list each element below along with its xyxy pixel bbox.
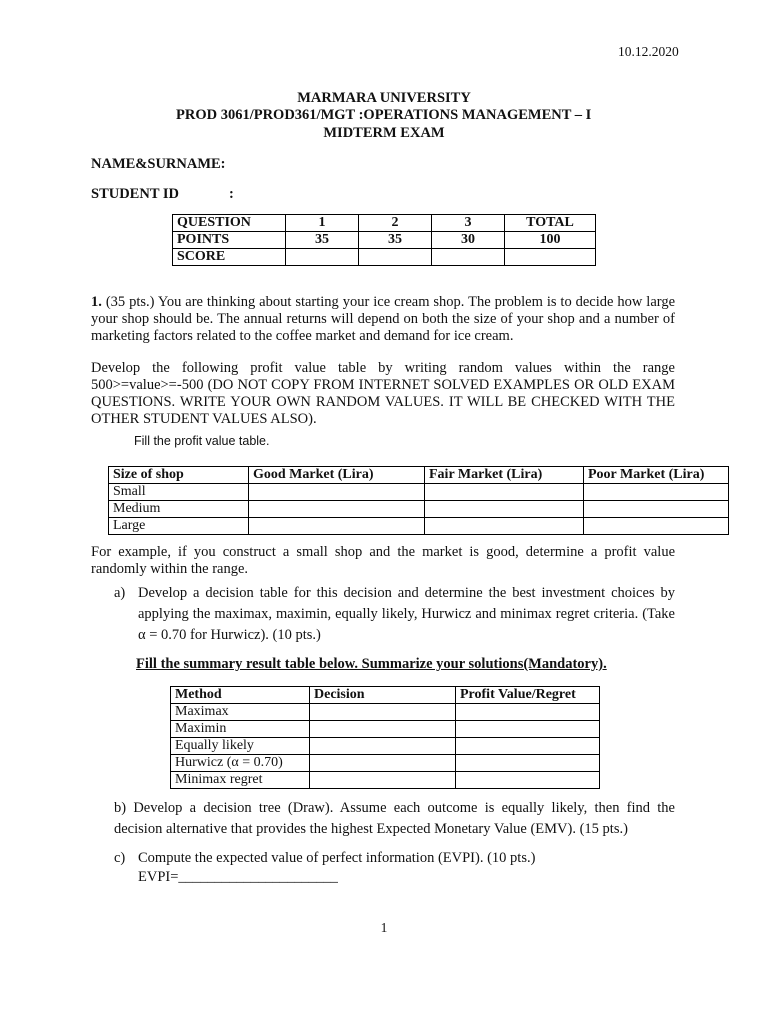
- decision-input-cell[interactable]: [310, 738, 456, 755]
- table-header-cell: Poor Market (Lira): [584, 467, 729, 484]
- table-cell: 1: [286, 215, 359, 232]
- evpi-answer-line[interactable]: EVPI=______________________: [138, 869, 338, 885]
- table-row: [171, 755, 600, 772]
- table-header-cell: Fair Market (Lira): [425, 467, 584, 484]
- table-cell: 35: [359, 232, 432, 249]
- value-input-cell[interactable]: [456, 721, 600, 738]
- part-c-label: c): [114, 850, 126, 866]
- value-input-cell[interactable]: [456, 704, 600, 721]
- question-1-instructions: Develop the following profit value table by writing random values within the range 500>=value>=-500 (DO NOT COPY FROM INTERNET SOLVED EXAMPLES OR OLD EXAM QUESTIONS. WRITE YOUR OWN RANDOM VALUES. IT WILL BE CHECKED WITH THE OTHER STUDENT VALUES ALSO).: [91, 360, 675, 427]
- university-title: MARMARA UNIVERSITY: [297, 90, 471, 106]
- table-cell: TOTAL: [505, 215, 596, 232]
- table-row: [173, 232, 596, 249]
- table-cell: Hurwicz (α = 0.70): [171, 755, 310, 772]
- decision-input-cell[interactable]: [310, 772, 456, 789]
- exam-date: 10.12.2020: [618, 44, 679, 59]
- question-1-intro-text: (35 pts.) You are thinking about starting your ice cream shop. The problem is to decide how large your shop should be. The annual returns will depend on both the size of your shop and a number of marketing factors related to the coffee market and demand for ice cream.: [91, 294, 676, 344]
- profit-input-cell[interactable]: [249, 484, 425, 501]
- part-b: b) Develop a decision tree (Draw). Assume each outcome is equally likely, then find the decision alternative that provides the highest Expected Monetary Value (EMV). (15 pts.): [114, 800, 675, 837]
- score-table: [172, 214, 596, 266]
- table-row: [171, 704, 600, 721]
- table-cell: QUESTION: [173, 215, 286, 232]
- decision-input-cell[interactable]: [310, 755, 456, 772]
- profit-input-cell[interactable]: [249, 501, 425, 518]
- part-a-text: Develop a decision table for this decision and determine the best investment choices by applying the maximax, maximin, equally likely, Hurwicz and minimax regret criteria. (Take α = 0.70 for Hurwicz). (10 pts.): [138, 585, 675, 643]
- table-row: [171, 738, 600, 755]
- question-1-intro: [91, 294, 675, 345]
- value-input-cell[interactable]: [456, 755, 600, 772]
- name-surname-label: NAME&SURNAME:: [91, 156, 226, 172]
- table-row: [171, 721, 600, 738]
- table-row: [171, 772, 600, 789]
- table-row: [173, 249, 596, 266]
- table-cell: Minimax regret: [171, 772, 310, 789]
- table-header-cell: Method: [171, 687, 310, 704]
- profit-input-cell[interactable]: [584, 501, 729, 518]
- table-header-cell: Decision: [310, 687, 456, 704]
- profit-input-cell[interactable]: [584, 484, 729, 501]
- table-row: [173, 215, 596, 232]
- table-header-cell: Good Market (Lira): [249, 467, 425, 484]
- table-cell: 2: [359, 215, 432, 232]
- decision-input-cell[interactable]: [310, 721, 456, 738]
- table-cell: 35: [286, 232, 359, 249]
- table-cell: Small: [109, 484, 249, 501]
- question-1-number: 1.: [91, 294, 102, 310]
- table-cell: 100: [505, 232, 596, 249]
- fill-profit-note: Fill the profit value table.: [134, 434, 270, 448]
- table-header-cell: Size of shop: [109, 467, 249, 484]
- profit-value-table: [108, 466, 729, 535]
- part-c: [114, 848, 675, 869]
- table-cell: Equally likely: [171, 738, 310, 755]
- part-a-label: a): [114, 585, 126, 601]
- score-input-cell[interactable]: [432, 249, 505, 266]
- profit-input-cell[interactable]: [425, 501, 584, 518]
- table-row: [109, 518, 729, 535]
- table-cell: 30: [432, 232, 505, 249]
- part-c-text: Compute the expected value of perfect information (EVPI). (10 pts.): [138, 850, 536, 866]
- table-header-cell: Profit Value/Regret: [456, 687, 600, 704]
- student-id-colon: :: [229, 186, 234, 202]
- table-cell: Maximin: [171, 721, 310, 738]
- table-row: [109, 484, 729, 501]
- profit-input-cell[interactable]: [584, 518, 729, 535]
- table-cell: SCORE: [173, 249, 286, 266]
- course-title: PROD 3061/PROD361/MGT :OPERATIONS MANAGEMENT – I: [176, 107, 592, 123]
- table-cell: Maximax: [171, 704, 310, 721]
- summary-heading: Fill the summary result table below. Summarize your solutions(Mandatory).: [136, 656, 607, 672]
- profit-input-cell[interactable]: [425, 484, 584, 501]
- part-a: [114, 583, 675, 646]
- score-input-cell[interactable]: [359, 249, 432, 266]
- table-row: [171, 687, 600, 704]
- table-row: [109, 467, 729, 484]
- score-input-cell[interactable]: [505, 249, 596, 266]
- table-cell: POINTS: [173, 232, 286, 249]
- exam-title: MIDTERM EXAM: [323, 125, 445, 141]
- summary-result-table: [170, 686, 600, 789]
- table-row: [109, 501, 729, 518]
- table-cell: 3: [432, 215, 505, 232]
- table-cell: Large: [109, 518, 249, 535]
- score-input-cell[interactable]: [286, 249, 359, 266]
- profit-input-cell[interactable]: [249, 518, 425, 535]
- example-text: For example, if you construct a small shop and the market is good, determine a profit value randomly within the range.: [91, 544, 675, 577]
- table-cell: Medium: [109, 501, 249, 518]
- page-number: 1: [380, 920, 388, 935]
- student-id-label: STUDENT ID: [91, 186, 179, 202]
- value-input-cell[interactable]: [456, 738, 600, 755]
- decision-input-cell[interactable]: [310, 704, 456, 721]
- value-input-cell[interactable]: [456, 772, 600, 789]
- profit-input-cell[interactable]: [425, 518, 584, 535]
